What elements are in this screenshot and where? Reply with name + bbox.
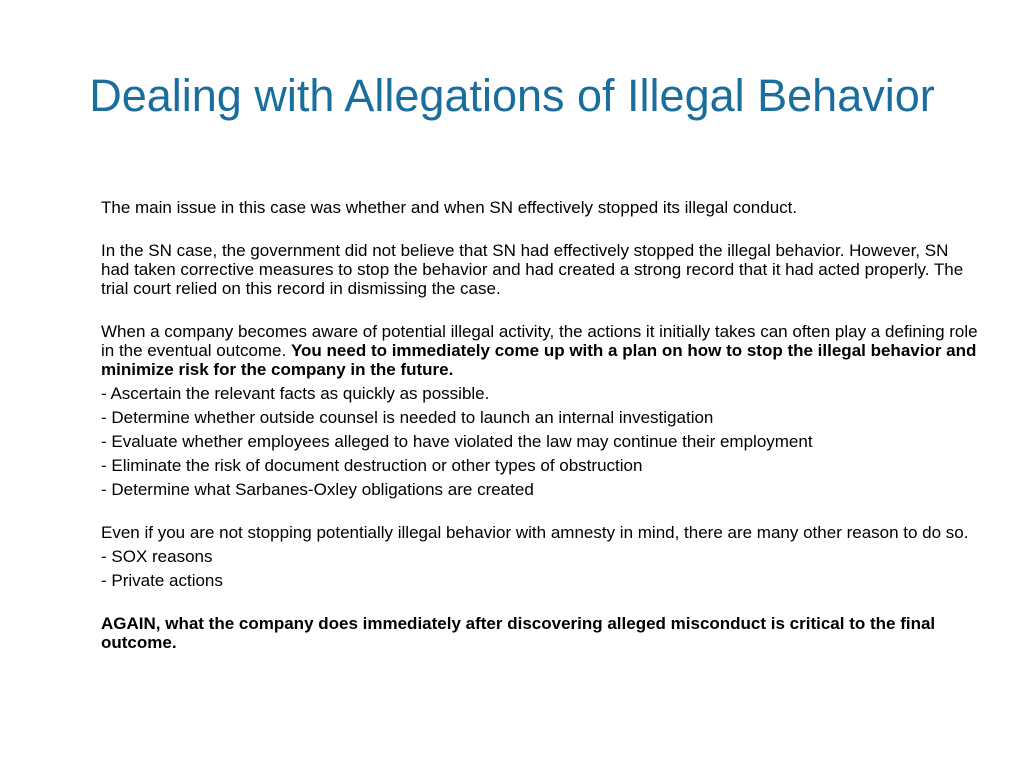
list-item: - Evaluate whether employees alleged to have violated the law may continue their employment xyxy=(101,432,813,451)
list-item: - Ascertain the relevant facts as quickly as possible. xyxy=(101,384,490,403)
paragraph-company-aware xyxy=(101,322,981,379)
paragraph-conclusion xyxy=(101,614,981,652)
paragraph-company-aware-emphasis: You need to immediately come up with a plan on how to stop the illegal behavior and minimize risk for the company in the future. xyxy=(101,341,977,379)
list-item: - Private actions xyxy=(101,571,223,590)
list-item: - Determine what Sarbanes-Oxley obligations are created xyxy=(101,480,534,499)
list-item: - Eliminate the risk of document destruction or other types of obstruction xyxy=(101,456,643,475)
paragraph-sn-case: In the SN case, the government did not believe that SN had effectively stopped the illegal behavior. However, SN had taken corrective measures to stop the behavior and had created a strong record that it had acted properly. The trial court relied on this record in dismissing the case. xyxy=(101,241,964,298)
list-item: - Determine whether outside counsel is needed to launch an internal investigation xyxy=(101,408,714,427)
slide-title: Dealing with Allegations of Illegal Behavior xyxy=(89,70,935,121)
paragraph-amnesty: Even if you are not stopping potentially illegal behavior with amnesty in mind, there are many other reason to do so. xyxy=(101,523,969,542)
list-item: - SOX reasons xyxy=(101,547,213,566)
paragraph-company-aware-text: When a company becomes aware of potential illegal activity, the actions it initially takes can often play a defining role in the eventual outcome. xyxy=(101,322,978,360)
paragraph-conclusion-emphasis: AGAIN, what the company does immediately after discovering alleged misconduct is critical to the final outcome. xyxy=(101,614,936,652)
slide-body xyxy=(101,198,981,652)
paragraph-main-issue: The main issue in this case was whether and when SN effectively stopped its illegal conduct. xyxy=(101,198,798,217)
